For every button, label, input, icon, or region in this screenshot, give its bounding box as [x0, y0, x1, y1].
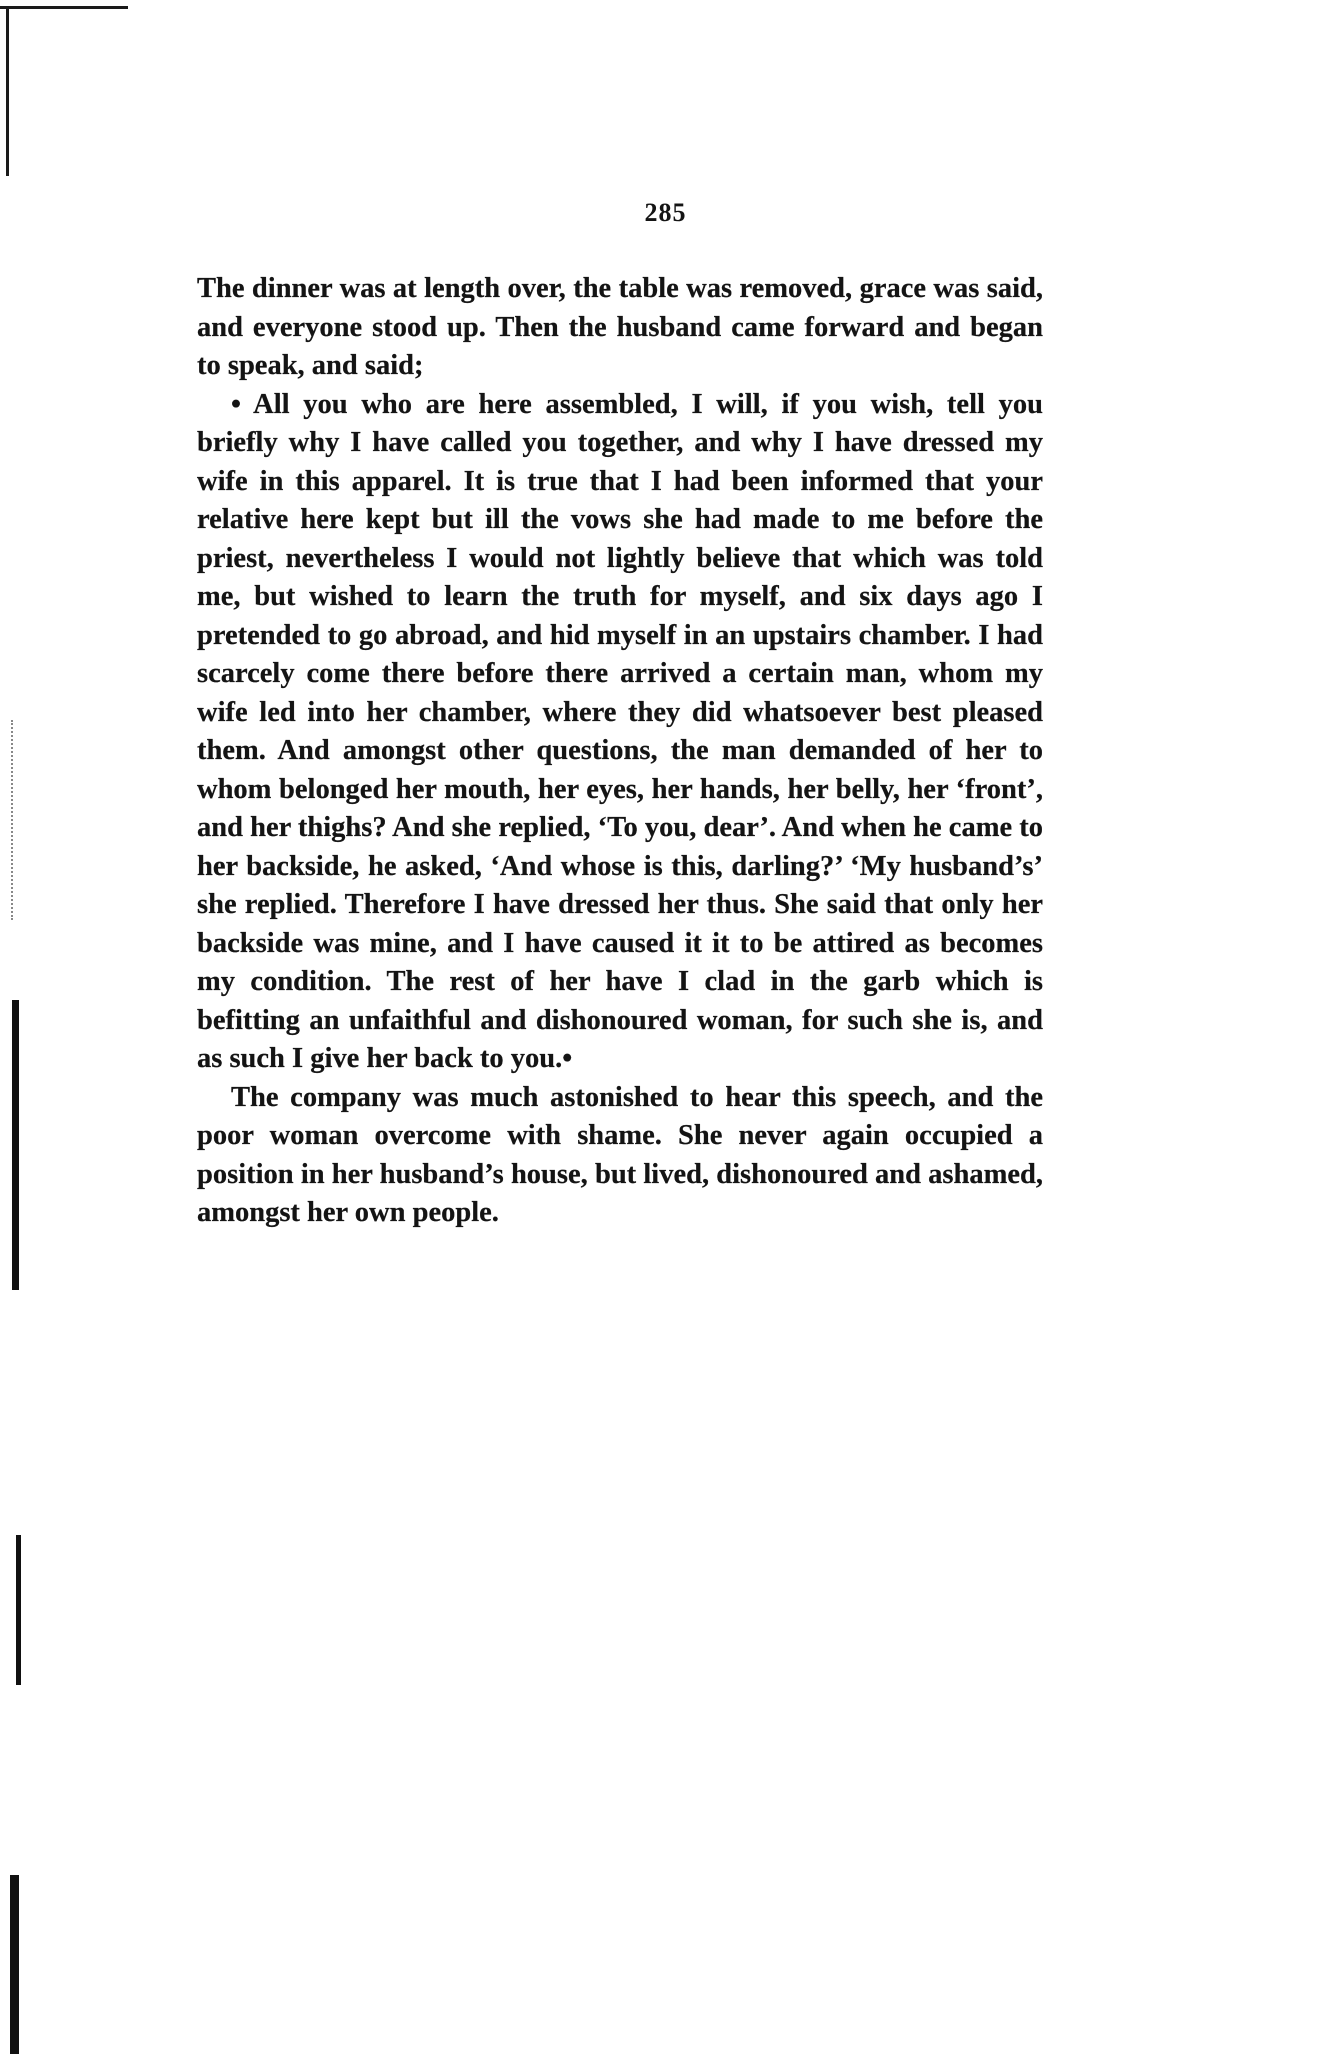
scan-edge-artifact: [16, 1535, 21, 1685]
paragraph: The dinner was at length over, the table was removed, grace was said, and everyone stood up. Then the husband came forward and began to speak, and said;: [197, 273, 1043, 381]
scan-edge-artifact: [10, 1875, 19, 2054]
paragraph: • All you who are here assembled, I will, if you wish, tell you briefly why I have called you together, and why I have dressed my wife in this apparel. It is true that I had been informed that your relative here kept but ill the vows she had made to me before the priest, nevertheless I would not lightly believe that which was told me, but wished to learn the truth for myself, and six days ago I pretended to go abroad, and hid myself in an upstairs chamber. I had scarcely come there before there arrived a certain man, whom my wife led into her chamber, where they did whatsoever best pleased them. And amongst other questions, the man demanded of her to whom belonged her mouth, her eyes, her hands, her belly, her ‘front’, and her thighs? And she replied, ‘To you, dear’. And when he came to her backside, he asked, ‘And whose is this, darling?’ ‘My husband’s’ she replied. Therefore I have dressed her thus. She said that only her backside was mine, and I have caused it it to be attired as becomes my condition. The rest of her have I clad in the garb which is befitting an unfaithful and dishonoured woman, for such she is, and as such I give her back to you.•: [197, 388, 1043, 1074]
scan-edge-artifact: [12, 1000, 19, 1290]
page-number: 285: [644, 198, 687, 227]
scan-edge-artifact: [6, 6, 9, 176]
scan-edge-artifact: [11, 720, 15, 920]
body-text: [197, 270, 1043, 1233]
paragraph: The company was much astonished to hear this speech, and the poor woman overcome with shame. She never again occupied a position in her husband’s house, but lived, dishonoured and ashamed, amongst her own people.: [197, 1081, 1043, 1228]
scan-edge-artifact: [0, 6, 128, 9]
